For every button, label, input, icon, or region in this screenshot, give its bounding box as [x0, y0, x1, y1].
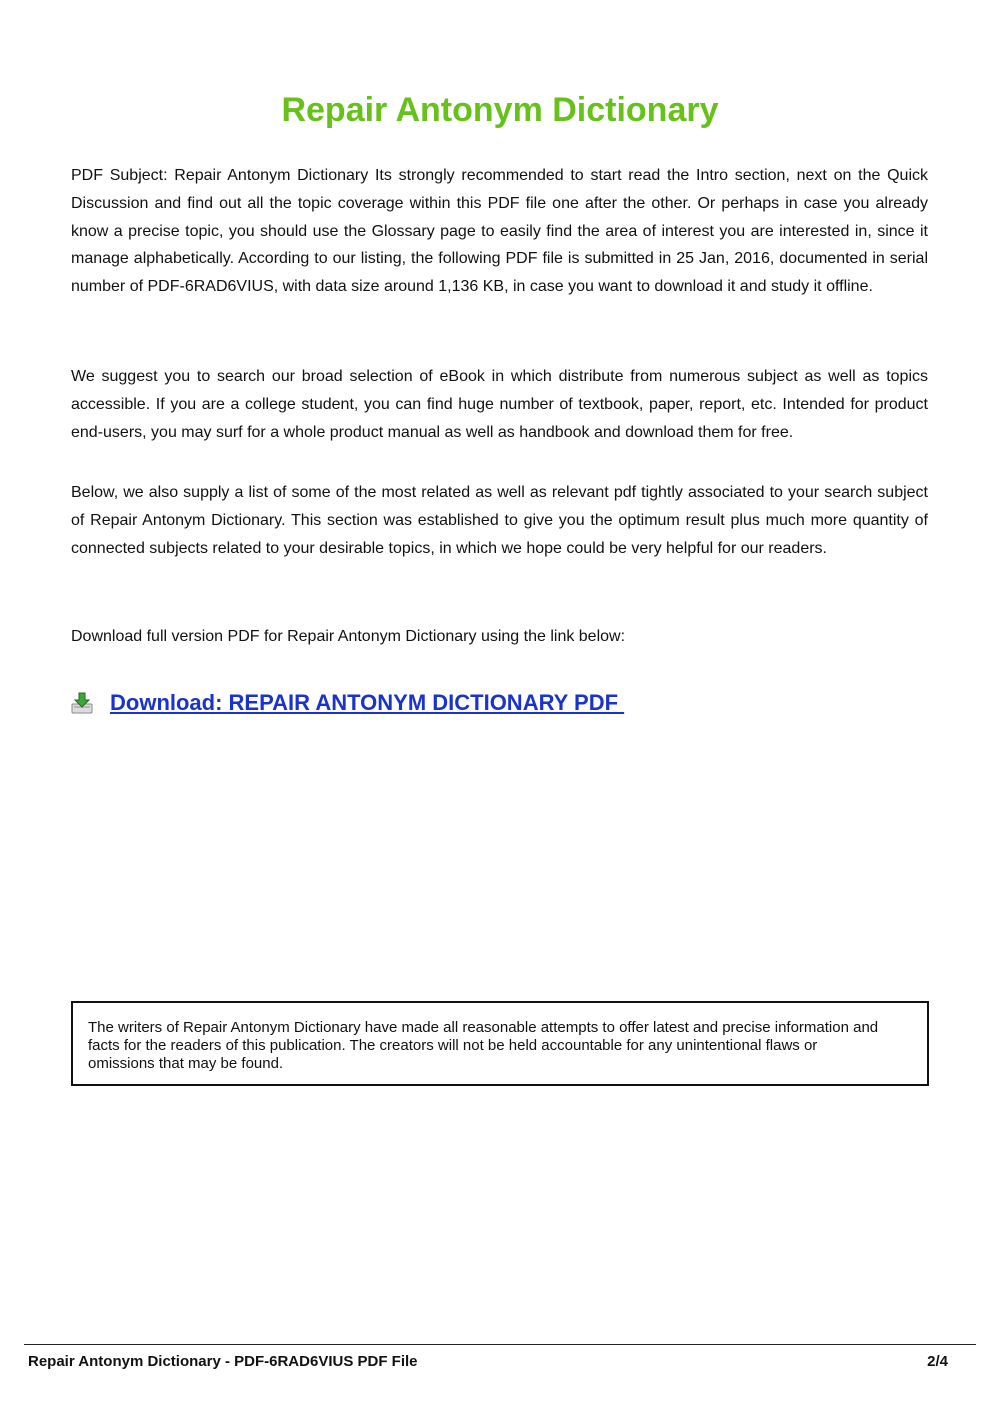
download-row: [70, 690, 624, 716]
footer-document-label: Repair Antonym Dictionary - PDF-6RAD6VIUS PDF File: [28, 1353, 418, 1370]
intro-paragraph: PDF Subject: Repair Antonym Dictionary Its strongly recommended to start read the Intro section, next on the Quick Discussion and find out all the topic coverage within this PDF file one after the other. Or perhaps in case you already know a precise topic, you should use the Glossary page to easily find the area of interest you are interested in, since it manage alphabetically. According to our listing, the following PDF file is submitted in 25 Jan, 2016, documented in serial number of PDF-6RAD6VIUS, with data size around 1,136 KB, in case you want to download it and study it offline.: [71, 167, 928, 296]
download-icon[interactable]: [70, 691, 94, 715]
disclaimer-box: [71, 1001, 929, 1086]
footer-page-number: 2/4: [927, 1353, 948, 1370]
page-title: Repair Antonym Dictionary: [281, 91, 719, 129]
download-link[interactable]: Download: REPAIR ANTONYM DICTIONARY PDF: [110, 690, 625, 715]
disclaimer-text: The writers of Repair Antonym Dictionary have made all reasonable attempts to offer latest and precise information and facts for the readers of this publication. The creators will not be held accountable for any unintentional flaws or omissions that may be found.: [88, 1019, 879, 1072]
suggestion-paragraph: We suggest you to search our broad selection of eBook in which distribute from numerous subject as well as topics accessible. If you are a college student, you can find huge number of textbook, paper, report, etc. Intended for product end-users, you may surf for a whole product manual as well as handbook and download them for free.: [71, 368, 928, 441]
footer-divider: [24, 1344, 976, 1345]
related-paragraph: Below, we also supply a list of some of the most related as well as relevant pdf tightly associated to your search subject of Repair Antonym Dictionary. This section was established to give you the optimum result plus much more quantity of connected subjects related to your desirable topics, in which we hope could be very helpful for our readers.: [71, 484, 928, 557]
download-instruction: Download full version PDF for Repair Antonym Dictionary using the link below:: [71, 628, 626, 645]
